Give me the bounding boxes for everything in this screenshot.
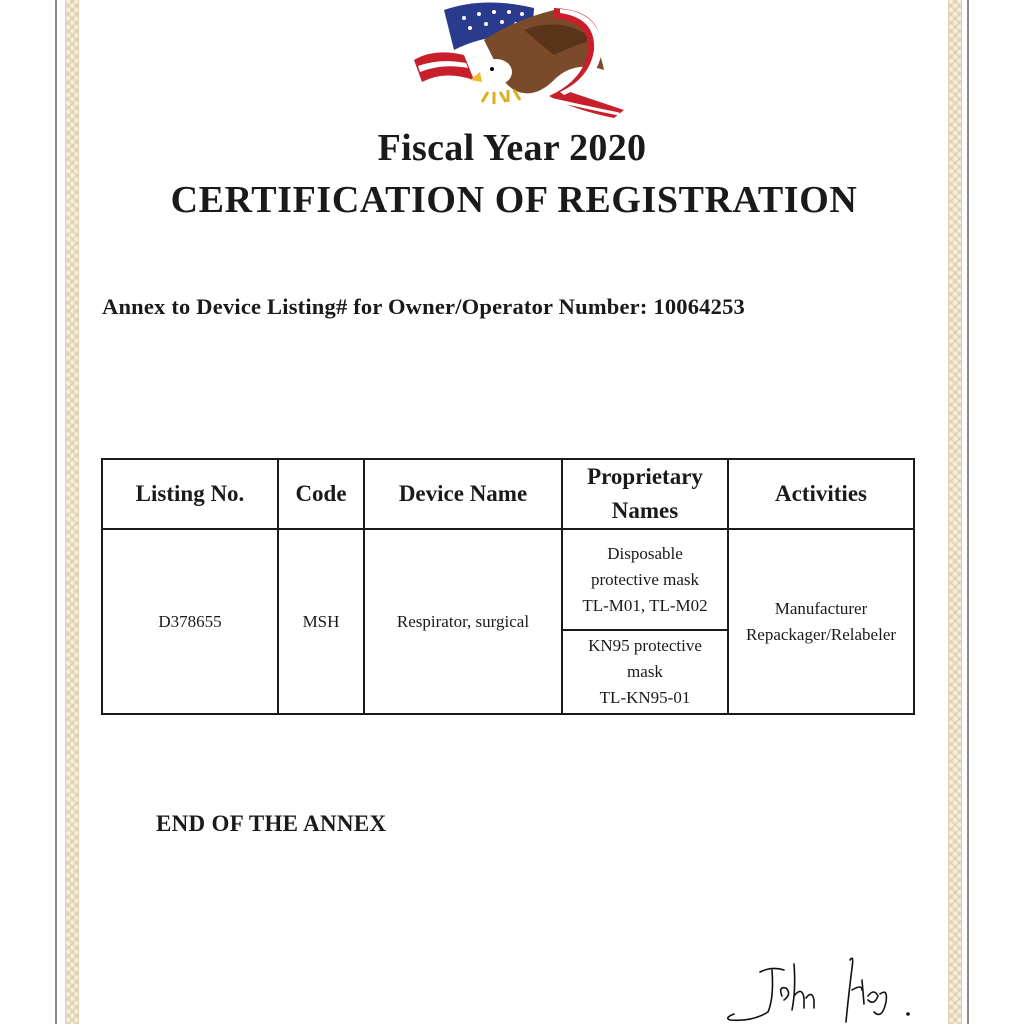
handwritten-signature — [722, 950, 922, 1024]
cell-listing-no: D378655 — [102, 529, 278, 714]
col-header-code: Code — [278, 459, 364, 529]
cell-proprietary-name-2 — [562, 630, 728, 714]
cell-device-name: Respirator, surgical — [364, 529, 562, 714]
activity-line: Repackager/Relabeler — [745, 624, 897, 644]
proprietary-line: Disposable — [607, 543, 683, 563]
proprietary-header-line: Names — [611, 498, 679, 523]
col-header-proprietary-names — [562, 459, 728, 529]
col-header-activities: Activities — [728, 459, 914, 529]
cell-proprietary-name-1 — [562, 529, 728, 630]
activity-line: Manufacturer — [774, 598, 868, 618]
table-row — [102, 529, 914, 630]
table-header-row — [102, 459, 914, 529]
device-listing-table — [101, 458, 915, 715]
eagle-flag-emblem — [404, 0, 628, 120]
proprietary-line: TL-KN95-01 — [599, 688, 691, 707]
end-of-annex-text: END OF THE ANNEX — [156, 811, 387, 836]
cell-activities — [728, 529, 914, 714]
proprietary-line: TL-M01, TL-M02 — [582, 595, 708, 615]
cell-code: MSH — [278, 529, 364, 714]
proprietary-line: mask — [627, 662, 663, 681]
col-header-listing-no: Listing No. — [102, 459, 278, 529]
proprietary-header-line: Proprietary — [587, 464, 703, 489]
col-header-device-name: Device Name — [364, 459, 562, 529]
certificate-title: CERTIFICATION OF REGISTRATION — [170, 179, 858, 221]
fiscal-year-heading: Fiscal Year 2020 — [377, 127, 647, 169]
annex-owner-operator-label: Annex to Device Listing# for Owner/Operator Number: 10064253 — [102, 294, 745, 319]
proprietary-line: KN95 protective — [588, 636, 702, 655]
proprietary-line: protective mask — [590, 569, 700, 589]
